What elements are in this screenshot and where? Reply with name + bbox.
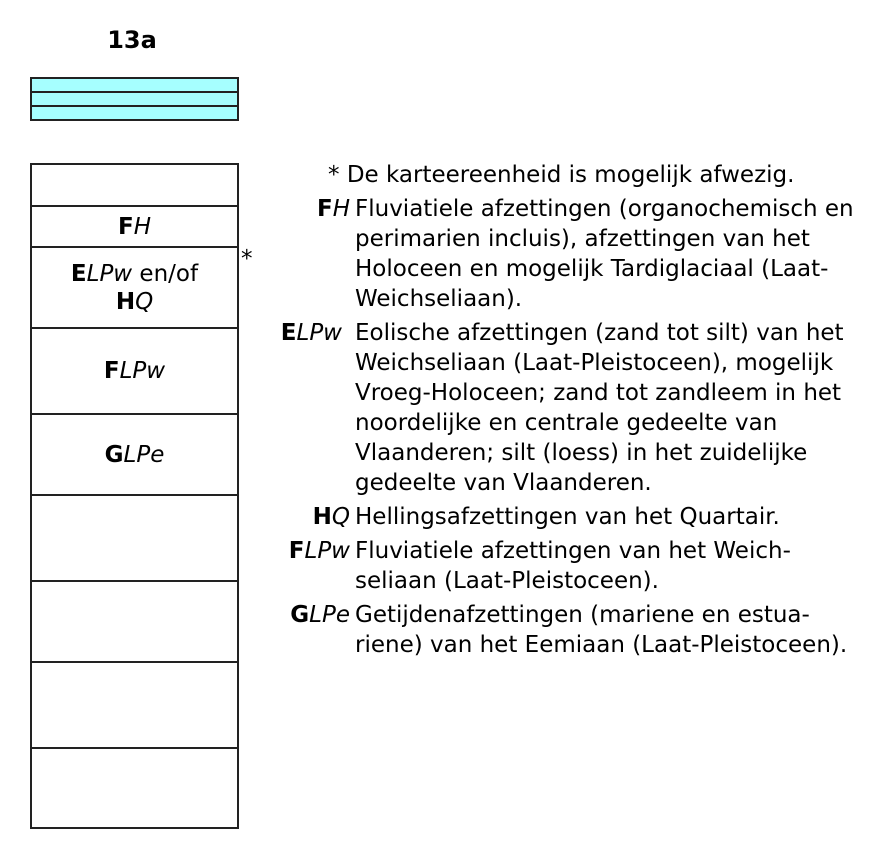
water-line (32, 91, 237, 93)
layer-4 (32, 327, 237, 413)
legend (270, 160, 870, 664)
layer-code: FH (117, 213, 151, 240)
legend-entry: HQ Hellingsafzettingen van het Quartair. (312, 504, 780, 530)
layer-1 (32, 165, 237, 205)
legend-entry: GLPe Getijdenafzettingen (mariene en estua- riene) van het Eemiaan (Laat-Pleistoceen). (290, 602, 848, 658)
legend-note: * De karteereenheid is mogelijk afwezig. (328, 162, 795, 188)
legend-entry: FLPw Fluviatiele afzettingen van het Weich- seliaan (Laat-Pleistoceen). (288, 538, 791, 594)
water-layer (30, 77, 239, 121)
legend-entry: FH Fluviatiele afzettingen (organochemisch en perimarien incluis), afzettingen van het Holoceen en mogelijk Tardiglaciaal (Laat-Weichseliaan). (316, 196, 854, 312)
layer-6 (32, 494, 237, 580)
layer-code: FLPw (103, 358, 166, 384)
diagram-title: 13a (107, 26, 157, 54)
layer-2 (32, 205, 237, 246)
layer-5 (32, 413, 237, 494)
layer-8 (32, 661, 237, 747)
optional-marker: * (241, 246, 253, 272)
layer-code: ELPw en/of HQ (70, 260, 199, 315)
layer-code: GLPe (104, 441, 165, 468)
water-line (32, 105, 237, 107)
layer-9 (32, 747, 237, 829)
stratigraphic-column (30, 163, 239, 829)
layer-3 (32, 246, 237, 327)
legend-entry: ELPw Eolische afzettingen (zand tot silt) van het Weichseliaan (Laat-Pleistoceen), mogelijk Vroeg-Holoceen; zand tot zandleem in het noordelijke en centrale gedeelte van Vlaanderen; silt (loess) in het zuidelijke gedeelte van Vlaanderen. (280, 320, 844, 496)
layer-7 (32, 580, 237, 661)
